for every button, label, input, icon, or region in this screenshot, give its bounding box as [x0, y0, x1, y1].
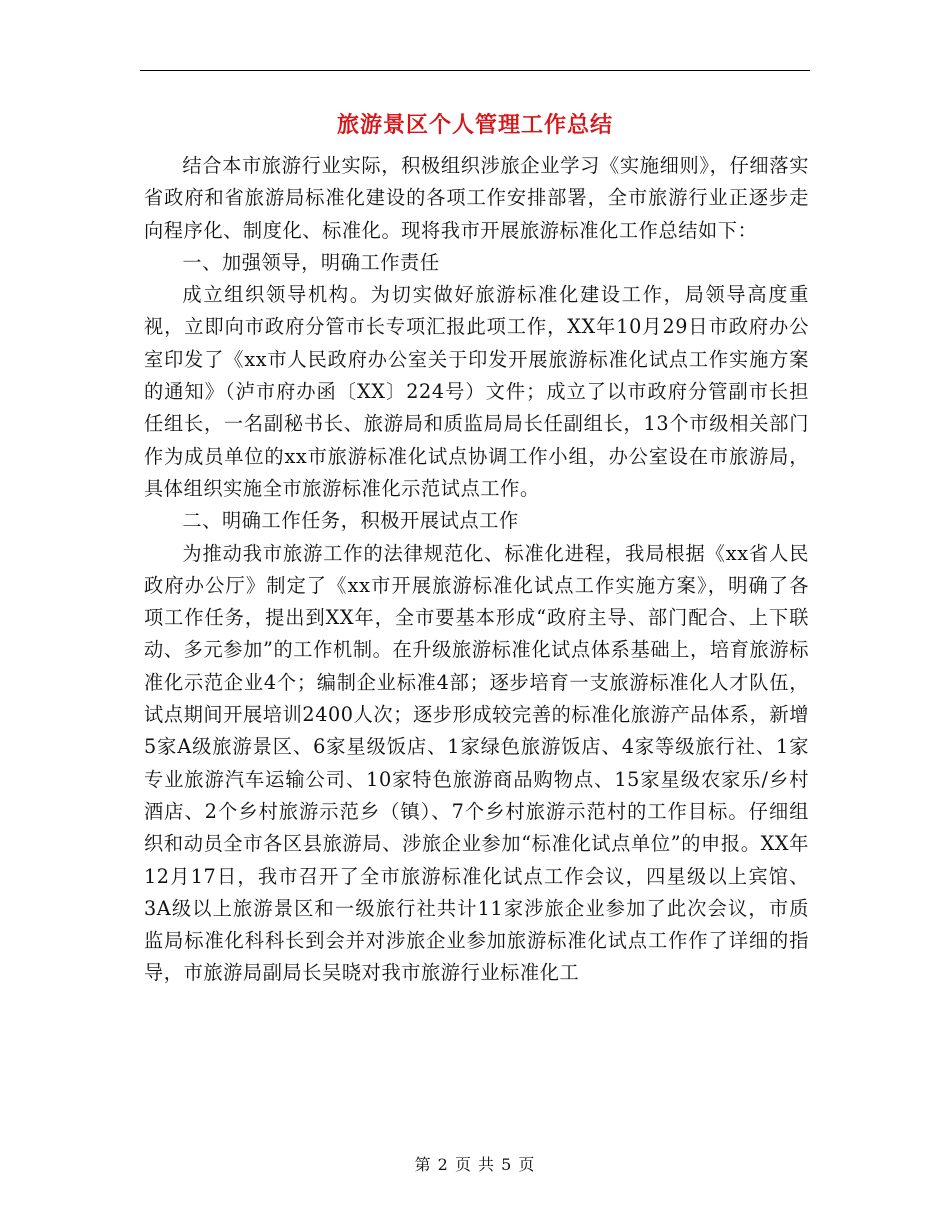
page-number-footer: 第 2 页 共 5 页 [414, 1155, 536, 1174]
section-heading-2: 二、明确工作任务，积极开展试点工作 [182, 509, 519, 533]
document-body [144, 150, 809, 990]
paragraph-section-1: 成立组织领导机构。为切实做好旅游标准化建设工作，局领导高度重视，立即向市政府分管市长专项汇报此项工作，XX年10月29日市政府办公室印发了《xx市人民政府办公室关于印发开展旅游标准化试点工作实施方案的通知》（泸市府办函〔XX〕224号）文件；成立了以市政府分管副市长担任组长，一名副秘书长、旅游局和质监局局长任副组长，13个市级相关部门作为成员单位的xx市旅游标准化试点协调工作小组，办公室设在市旅游局，具体组织实施全市旅游标准化示范试点工作。 [144, 283, 809, 500]
paragraph-intro: 结合本市旅游行业实际，积极组织涉旅企业学习《实施细则》，仔细落实省政府和省旅游局标准化建设的各项工作安排部署，全市旅游行业正逐步走向程序化、制度化、标准化。现将我市开展旅游标准化工作总结如下： [144, 154, 809, 242]
document-title: 旅游景区个人管理工作总结 [336, 112, 613, 138]
section-heading-1: 一、加强领导，明确工作责任 [182, 250, 440, 274]
header-rule [140, 70, 810, 71]
paragraph-section-2: 为推动我市旅游工作的法律规范化、标准化进程，我局根据《xx省人民政府办公厅》制定了《xx市开展旅游标准化试点工作实施方案》，明确了各项工作任务，提出到XX年，全市要基本形成“政府主导、部门配合、上下联动、多元参加”的工作机制。在升级旅游标准化试点体系基础上，培育旅游标准化示范企业4个；编制企业标准4部；逐步培育一支旅游标准化人才队伍，试点期间开展培训2400人次；逐步形成较完善的标准化旅游产品体系，新增5家A级旅游景区、6家星级饭店、1家绿色旅游饭店、4家等级旅行社、1家专业旅游汽车运输公司、10家特色旅游商品购物点、15家星级农家乐/乡村酒店、2个乡村旅游示范乡（镇）、7个乡村旅游示范村的工作目标。仔细组织和动员全市各区县旅游局、涉旅企业参加“标准化试点单位”的申报。XX年12月17日，我市召开了全市旅游标准化试点工作会议，四星级以上宾馆、3A级以上旅游景区和一级旅行社共计11家涉旅企业参加了此次会议，市质监局标准化科科长到会并对涉旅企业参加旅游标准化试点工作作了详细的指导，市旅游局副局长吴晓对我市旅游行业标准化工 [144, 541, 809, 985]
